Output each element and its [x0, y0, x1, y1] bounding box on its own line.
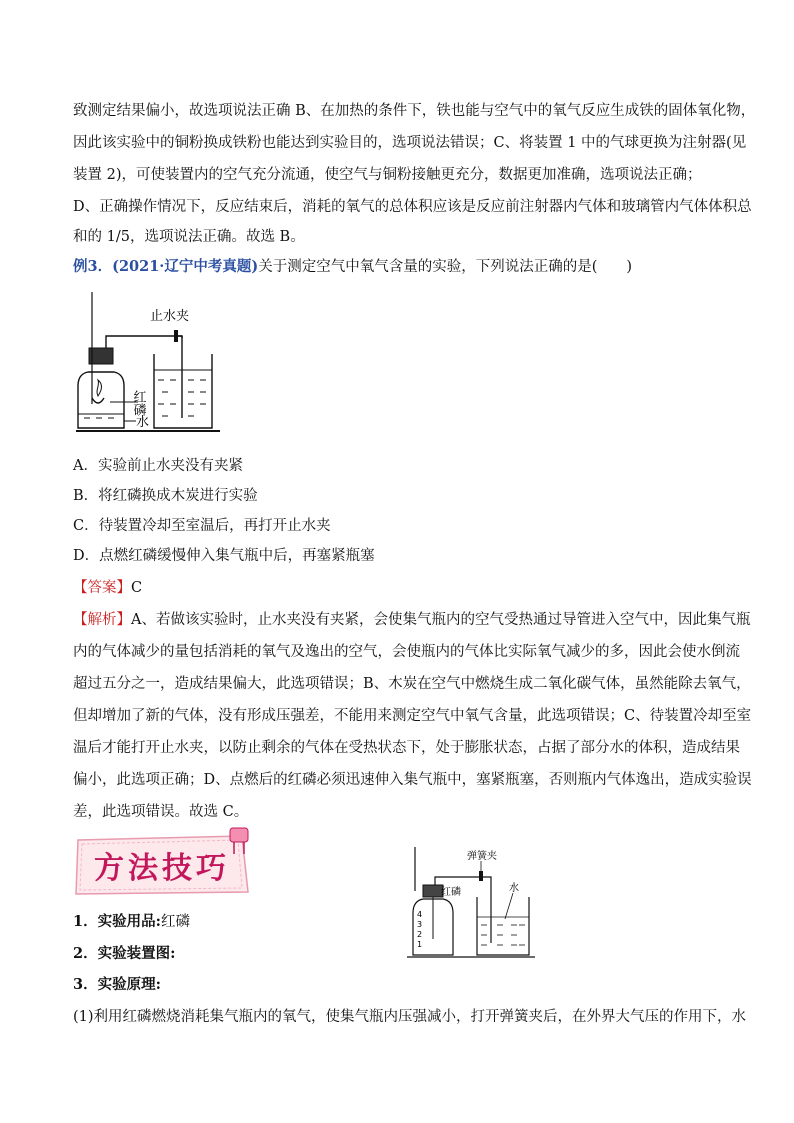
text-line: 和的 1/5，选项说法正确。故选 B。 [73, 229, 305, 245]
banner-text: 方法技巧 [94, 851, 230, 886]
mark-4: 4 [417, 910, 423, 919]
clip-label: 止水夹 [150, 309, 190, 324]
answer-value: C [131, 580, 143, 596]
beaker [477, 897, 529, 955]
analysis-line: 超过五分之一，造成结果偏大，此选项错误；B、木炭在空气中燃烧生成二氧化碳气体，虽然能除去氧气， [73, 676, 751, 692]
answer-line [73, 578, 142, 598]
beaker [154, 354, 212, 428]
method-item-3: 3．实验原理: [73, 976, 161, 993]
method-banner [72, 826, 262, 900]
analysis-line: 但却增加了新的气体，没有形成压强差，不能用来测定空气中氧气含量，此选项错误；C、待装置冷却至室 [73, 708, 752, 724]
option-a: A．实验前止水夹没有夹紧 [73, 458, 243, 474]
phosphorus-label: 红磷 [441, 887, 461, 898]
bottle [78, 372, 124, 428]
example-question: 关于测定空气中氧气含量的实验，下列说法正确的是( ) [258, 259, 633, 275]
example-tag: 例3． [73, 258, 113, 275]
example-heading [73, 257, 632, 277]
analysis-line: 偏小，此选项正确；D、点燃后的红磷必须迅速伸入集气瓶中，塞紧瓶塞，否则瓶内气体逸出，造成实验误 [73, 772, 752, 788]
apparatus-figure-1 [70, 290, 230, 438]
method-item-1 [73, 912, 190, 932]
text-line: 致测定结果偏小，故选项说法正确 B、在加热的条件下，铁也能与空气中的氧气反应生成铁的固体氧化物， [73, 103, 756, 119]
text-line: 因此该实验中的铜粉换成铁粉也能达到实验目的，选项说法错误；C、将装置 1 中的气球更换为注射器(见 [73, 135, 747, 151]
analysis-line: 温后才能打开止水夹，以防止剩余的气体在受热状态下，处于膨胀状态，占据了部分水的体积，造成结果 [73, 740, 740, 756]
flame [97, 380, 101, 396]
analysis-label: 【解析】 [73, 612, 131, 628]
principle-line: (1)利用红磷燃烧消耗集气瓶内的氧气，使集气瓶内压强减小，打开弹簧夹后，在外界大气压的作用下，水 [73, 1009, 747, 1025]
water-label: 水 [136, 415, 150, 430]
option-d: D．点燃红磷缓慢伸入集气瓶中后，再塞紧瓶塞 [73, 548, 375, 564]
water-pointer [505, 893, 513, 919]
item-1-value: 红磷 [160, 914, 190, 930]
phosphorus-label: 红磷 [130, 390, 146, 416]
answer-label: 【答案】 [73, 580, 131, 596]
spoon [92, 398, 104, 403]
delivery-tube [106, 336, 182, 348]
method-item-2: 2．实验装置图: [73, 945, 176, 962]
option-b: B．将红磷换成木炭进行实验 [73, 488, 258, 504]
water-label: 水 [509, 883, 519, 894]
analysis-line: 差，此选项错误。故选 C。 [73, 804, 249, 820]
apparatus-figure-2 [405, 843, 545, 961]
option-c: C．待装置冷却至室温后，再打开止水夹 [73, 518, 331, 534]
analysis-text: A、若做该实验时，止水夹没有夹紧，会使集气瓶内的空气受热通过导管进入空气中，因此集气瓶 [131, 612, 751, 628]
mark-2: 2 [417, 930, 423, 939]
clip-mark [479, 871, 483, 881]
text-line: D、正确操作情况下，反应结束后，消耗的氧气的总体积应该是反应前注射器内气体和玻璃管内气体体积总 [73, 199, 752, 215]
mark-3: 3 [417, 920, 423, 929]
clip-mark [174, 330, 178, 342]
mark-1: 1 [417, 940, 423, 949]
stopper [423, 885, 443, 897]
analysis-line [73, 610, 750, 630]
clip-label: 弹簧夹 [467, 851, 497, 862]
text-line: 装置 2)，可使装置内的空气充分流通，使空气与铜粉接触更充分，数据更加准确，选项说法正确； [73, 167, 702, 183]
water-hatch [481, 925, 525, 945]
item-1-label: 1．实验用品: [73, 913, 161, 930]
example-source: (2021·辽宁中考真题) [112, 258, 259, 275]
analysis-line: 内的气体减少的量包括消耗的氧气及逸出的空气，会使瓶内的气体比实际氧气减少的多，因此会使水倒流 [73, 644, 740, 660]
